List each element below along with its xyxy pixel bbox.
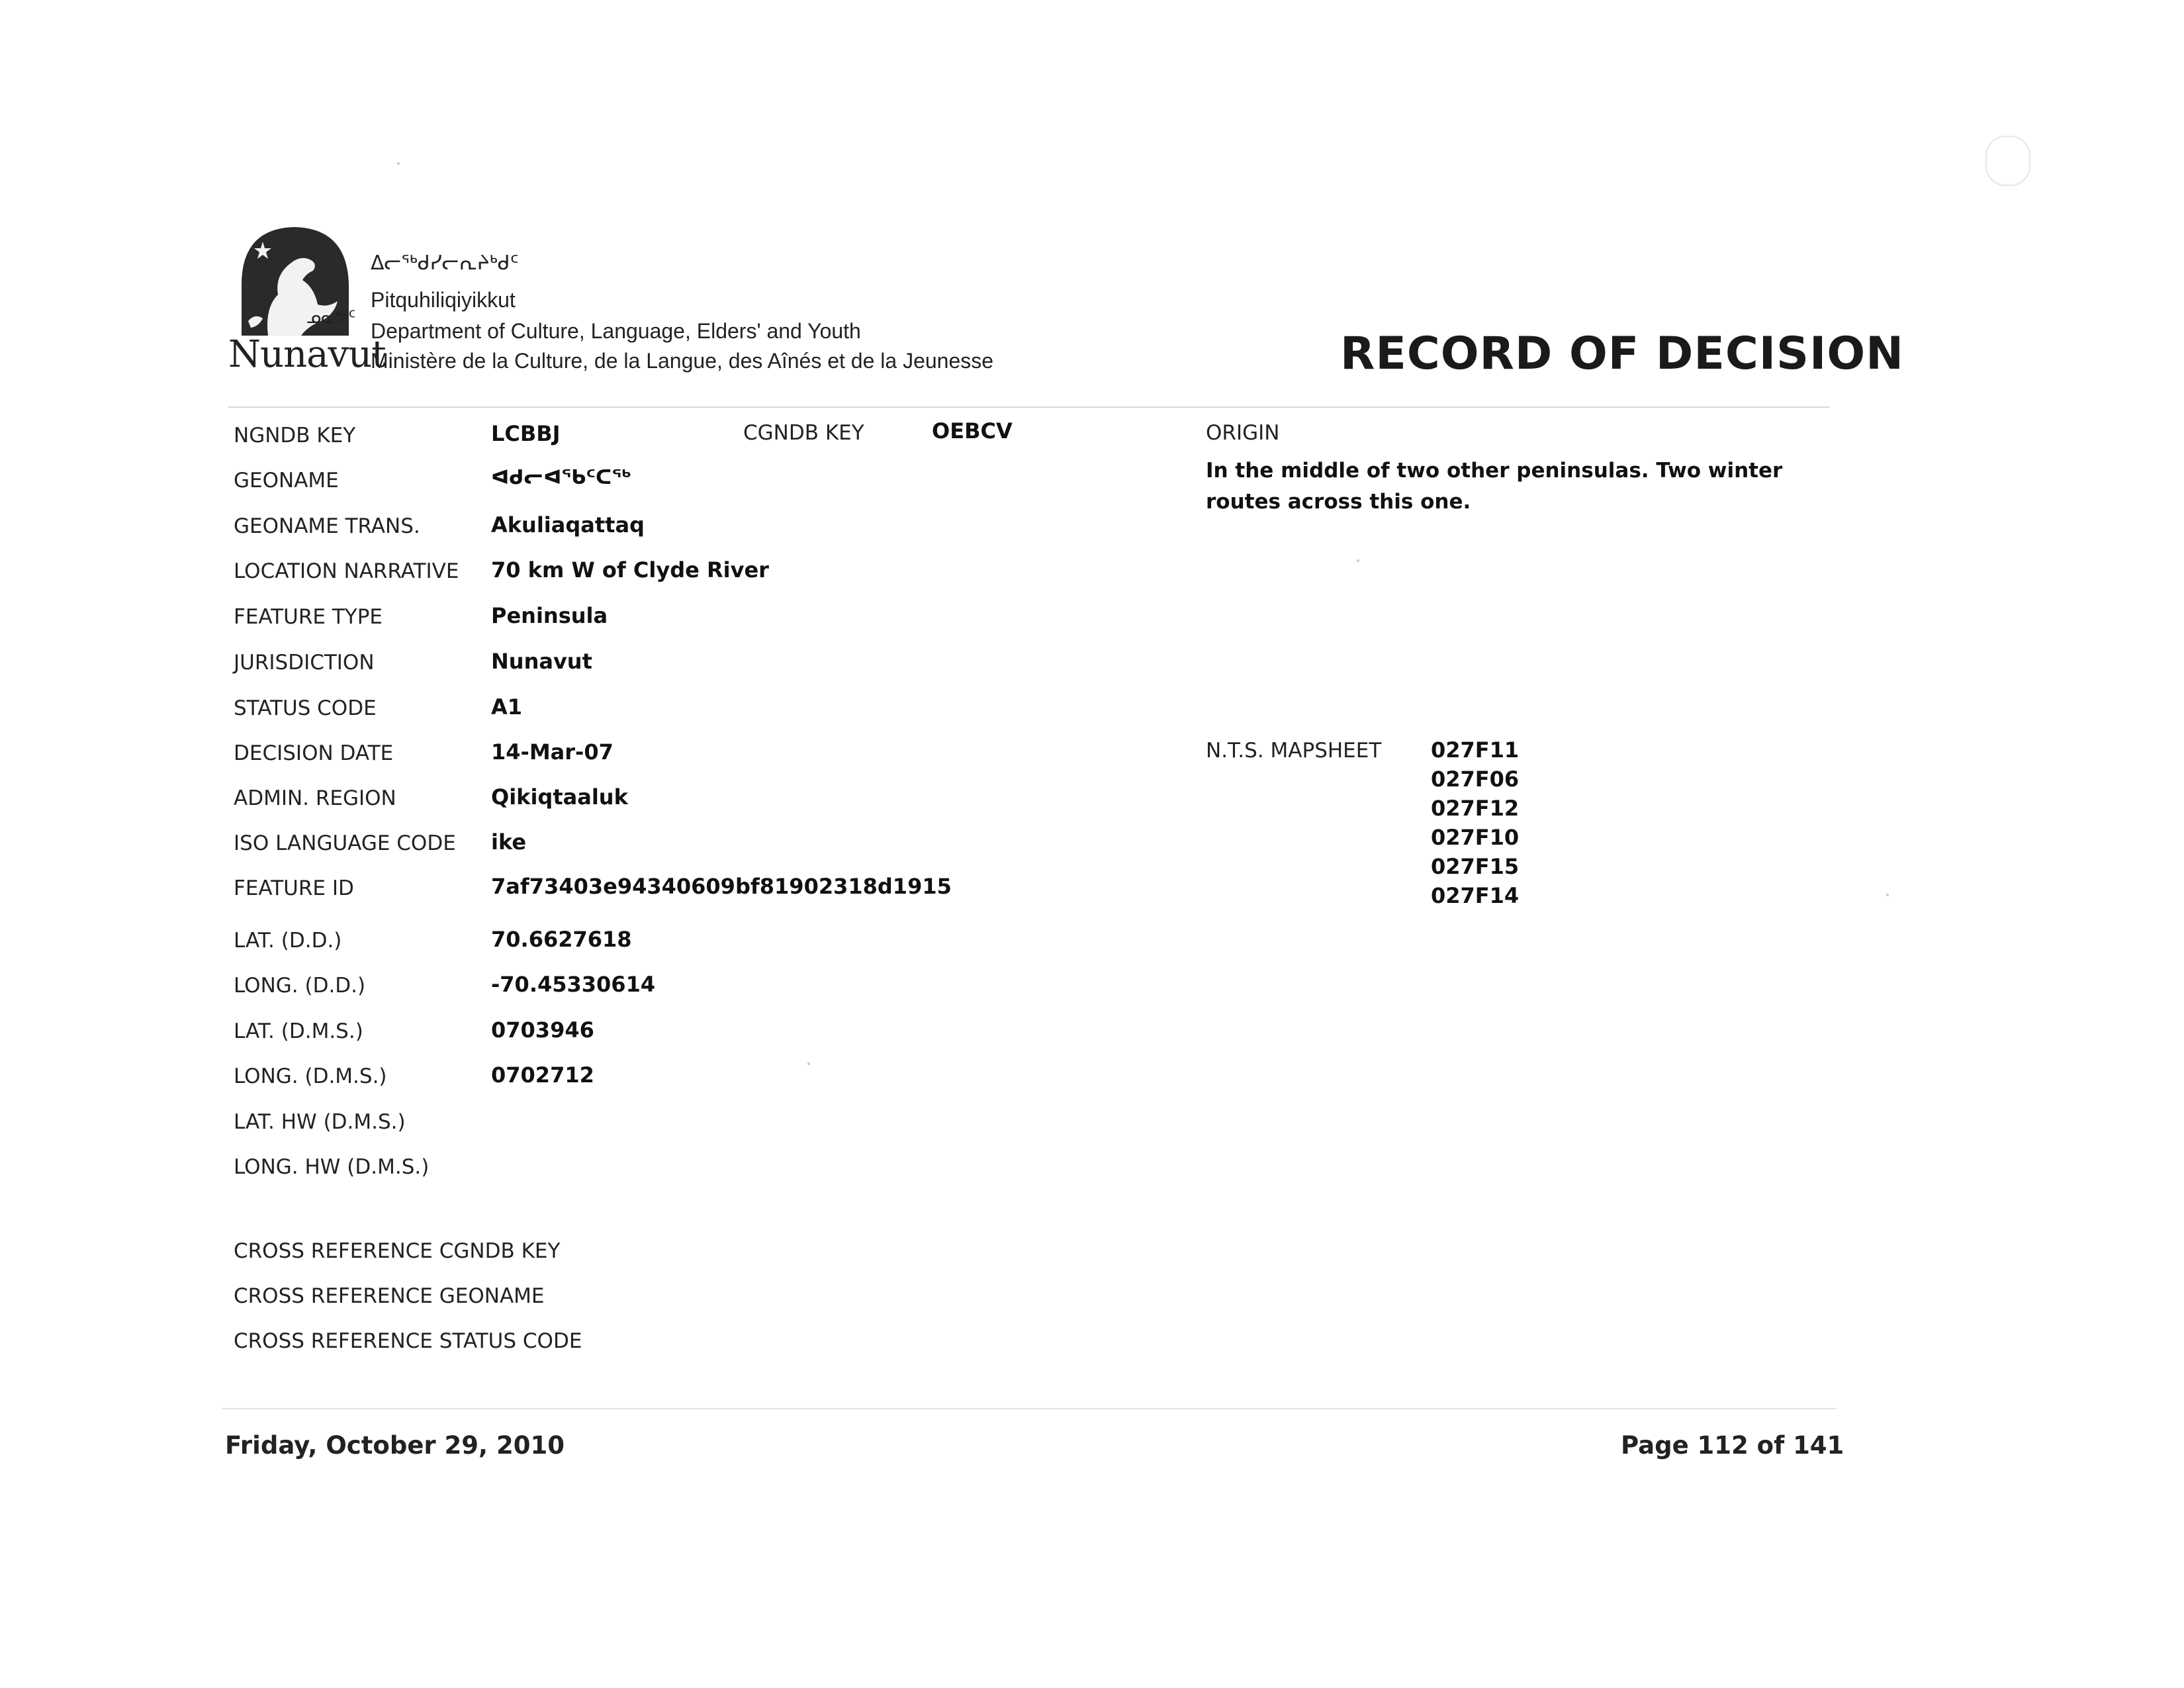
scan-speck	[807, 1062, 810, 1065]
feature-id-label: FEATURE ID	[234, 876, 354, 900]
nts-mapsheet-item: 027F06	[1431, 767, 1520, 792]
nunavut-logo	[228, 222, 386, 376]
nts-mapsheet-item: 027F10	[1431, 825, 1520, 850]
location-narrative-value: 70 km W of Clyde River	[491, 557, 769, 583]
long-hw-dms-label: LONG. HW (D.M.S.)	[234, 1155, 430, 1179]
iso-language-code-label: ISO LANGUAGE CODE	[234, 831, 456, 855]
logo-wordmark: Nunavut	[228, 333, 386, 376]
department-name-en: Department of Culture, Language, Elders' and Youth	[371, 319, 861, 343]
department-roman-name: Pitquhiliqiyikkut	[371, 288, 516, 312]
ngndb-key-value: LCBBJ	[491, 421, 561, 446]
ngndb-key-label: NGNDB KEY	[234, 424, 356, 447]
geoname-trans-label: GEONAME TRANS.	[234, 514, 420, 538]
nts-mapsheet-item: 027F12	[1431, 796, 1520, 821]
admin-region-value: Qikiqtaaluk	[491, 784, 628, 810]
department-syllabics: ᐃᓕᖅᑯᓯᓕᕆᔨᒃᑯᑦ	[371, 252, 519, 275]
decision-date-value: 14-Mar-07	[491, 739, 614, 765]
nts-mapsheet-item: 027F11	[1431, 737, 1520, 763]
cross-reference-geoname-label: CROSS REFERENCE GEONAME	[234, 1284, 545, 1308]
long-dms-label: LONG. (D.M.S.)	[234, 1064, 387, 1088]
cgndb-key-label: CGNDB KEY	[743, 421, 864, 445]
status-code-label: STATUS CODE	[234, 696, 377, 720]
department-name-fr: Ministère de la Culture, de la Langue, des Aînés et de la Jeunesse	[371, 349, 994, 373]
nts-mapsheet-item: 027F15	[1431, 854, 1520, 879]
scan-speck	[397, 162, 400, 165]
cross-reference-status-code-label: CROSS REFERENCE STATUS CODE	[234, 1329, 582, 1353]
scan-speck	[1357, 559, 1359, 562]
decision-date-label: DECISION DATE	[234, 741, 394, 765]
jurisdiction-value: Nunavut	[491, 649, 592, 674]
feature-type-label: FEATURE TYPE	[234, 605, 383, 629]
cgndb-key-value: OEBCV	[932, 418, 1013, 444]
geoname-trans-value: Akuliaqattaq	[491, 512, 645, 538]
feature-type-value: Peninsula	[491, 603, 608, 628]
long-dms-value: 0702712	[491, 1062, 594, 1088]
footer-page-number: Page 112 of 141	[1621, 1431, 1844, 1460]
logo-syllabics: ᓄᓇᕗᑦ	[306, 308, 356, 328]
lat-dms-label: LAT. (D.M.S.)	[234, 1019, 363, 1043]
page-title: RECORD OF DECISION	[1340, 328, 1905, 380]
feature-id-value: 7af73403e94340609bf81902318d1915	[491, 874, 952, 899]
origin-text-line-1: In the middle of two other peninsulas. Two winter	[1206, 459, 1783, 483]
long-dd-value: -70.45330614	[491, 972, 656, 997]
origin-text-line-2: routes across this one.	[1206, 490, 1471, 514]
jurisdiction-label: JURISDICTION	[234, 651, 375, 675]
geoname-label: GEONAME	[234, 469, 339, 492]
admin-region-label: ADMIN. REGION	[234, 786, 396, 810]
header-divider	[228, 406, 1830, 408]
footer-divider	[222, 1408, 1837, 1409]
cross-reference-cgndb-key-label: CROSS REFERENCE CGNDB KEY	[234, 1239, 561, 1263]
scan-artifact-mark	[1985, 136, 2030, 186]
lat-hw-dms-label: LAT. HW (D.M.S.)	[234, 1110, 406, 1134]
scan-speck	[1886, 894, 1889, 896]
lat-dd-label: LAT. (D.D.)	[234, 929, 342, 953]
nts-mapsheet-item: 027F14	[1431, 883, 1520, 908]
lat-dms-value: 0703946	[491, 1017, 594, 1043]
location-narrative-label: LOCATION NARRATIVE	[234, 559, 459, 583]
origin-label: ORIGIN	[1206, 421, 1280, 445]
footer-date: Friday, October 29, 2010	[225, 1431, 565, 1460]
nts-mapsheet-label: N.T.S. MAPSHEET	[1206, 739, 1382, 763]
long-dd-label: LONG. (D.D.)	[234, 974, 366, 998]
iso-language-code-value: ike	[491, 829, 527, 855]
geoname-value: ᐊᑯᓕᐊᖃᑦᑕᖅ	[491, 466, 631, 489]
status-code-value: A1	[491, 694, 523, 720]
lat-dd-value: 70.6627618	[491, 927, 632, 952]
